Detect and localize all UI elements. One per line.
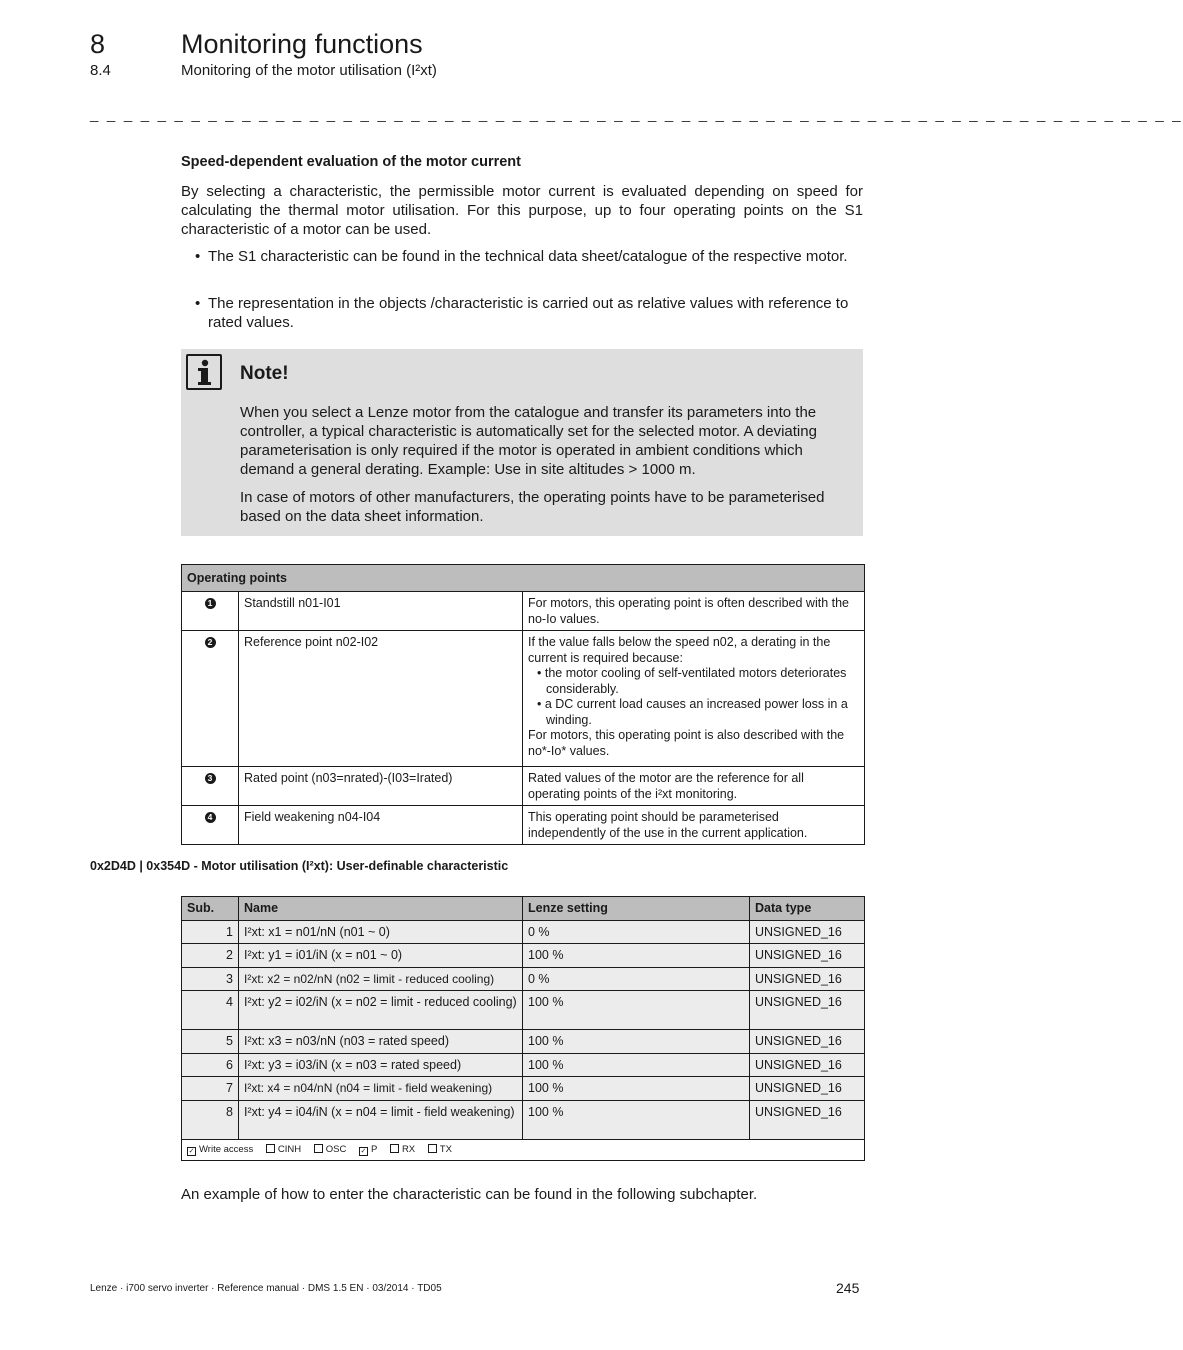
op-desc-bullet: • the motor cooling of self-ventilated motors deteriorates considerably.	[537, 666, 847, 696]
sub-index: 1	[182, 920, 239, 944]
checkbox-empty-icon	[428, 1144, 437, 1153]
column-header: Sub.	[182, 897, 239, 921]
bullet-item	[195, 247, 863, 266]
data-type: UNSIGNED_16	[750, 1077, 865, 1101]
checkbox-empty-icon	[390, 1144, 399, 1153]
section-title: Monitoring of the motor utilisation (I²xt)	[181, 62, 437, 79]
page-number: 245	[836, 1280, 860, 1296]
data-type: UNSIGNED_16	[750, 1053, 865, 1077]
note-paragraph: In case of motors of other manufacturers, the operating points have to be parameterised based on the data sheet information.	[240, 489, 825, 525]
info-icon	[186, 354, 222, 390]
data-type: UNSIGNED_16	[750, 920, 865, 944]
table-row	[182, 944, 865, 968]
header-separator: _ _ _ _ _ _ _ _ _ _ _ _ _ _ _ _ _ _ _ _ _ _ _ _ _ _ _ _ _ _ _ _ _ _ _ _ _ _ _ _ _ _ _ _ _ _ _ _ _ _ _ _ _ _ _ _ _ _ _ _ _ _ _ _ _	[90, 106, 1183, 123]
op-name: Reference point n02-I02	[239, 631, 523, 767]
bullet-item	[195, 294, 863, 332]
number-badge: 1	[205, 598, 216, 609]
table-caption: 0x2D4D | 0x354D - Motor utilisation (I²xt): User-definable characteristic	[90, 859, 509, 873]
op-desc: This operating point should be parameterised independently of the use in the current application.	[523, 806, 865, 845]
table-row	[182, 767, 865, 806]
number-badge: 4	[205, 812, 216, 823]
operating-points-table	[181, 564, 865, 845]
sub-index: 3	[182, 967, 239, 991]
sub-index: 4	[182, 991, 239, 1030]
table-row	[182, 806, 865, 845]
number-badge: 2	[205, 637, 216, 648]
note-box	[181, 349, 863, 536]
param-name: I²xt: x1 = n01/nN (n01 ~ 0)	[239, 920, 523, 944]
bullet-text: The S1 characteristic can be found in the technical data sheet/catalogue of the respective motor.	[208, 248, 848, 265]
number-badge: 3	[205, 773, 216, 784]
param-name: I²xt: y2 = i02/iN (x = n02 = limit - reduced cooling)	[239, 991, 523, 1030]
access-flag: ✓ P	[360, 1143, 378, 1155]
table-row	[182, 920, 865, 944]
chapter-number: 8	[90, 29, 106, 59]
access-flag: OSC	[314, 1144, 347, 1155]
op-desc: For motors, this operating point is often described with the no-Io values.	[523, 592, 865, 631]
data-type: UNSIGNED_16	[750, 991, 865, 1030]
section-number: 8.4	[90, 62, 111, 79]
access-flags	[182, 1139, 865, 1161]
table-row	[182, 1077, 865, 1101]
table-row	[182, 631, 865, 767]
lenze-setting: 0 %	[523, 967, 750, 991]
column-header: Name	[239, 897, 523, 921]
table-row	[182, 1053, 865, 1077]
param-name: I²xt: x3 = n03/nN (n03 = rated speed)	[239, 1030, 523, 1054]
lenze-setting: 100 %	[523, 1100, 750, 1139]
lenze-setting: 100 %	[523, 1030, 750, 1054]
sub-index: 2	[182, 944, 239, 968]
checkbox-empty-icon	[266, 1144, 275, 1153]
op-desc	[523, 631, 865, 767]
op-desc-outro: For motors, this operating point is also described with the no*-Io* values.	[528, 728, 845, 758]
access-flag: RX	[390, 1144, 415, 1155]
bullet-dot: •	[195, 295, 201, 312]
sub-index: 7	[182, 1077, 239, 1101]
footer-document-info: Lenze · i700 servo inverter · Reference manual · DMS 1.5 EN · 03/2014 · TD05	[90, 1283, 442, 1294]
op-desc: Rated values of the motor are the reference for all operating points of the i²xt monitoring.	[523, 767, 865, 806]
lenze-setting: 100 %	[523, 1053, 750, 1077]
op-name: Field weakening n04-I04	[239, 806, 523, 845]
chapter-title: Monitoring functions	[181, 29, 423, 59]
lenze-setting: 100 %	[523, 1077, 750, 1101]
sub-index: 6	[182, 1053, 239, 1077]
checkbox-checked-icon: ✓	[188, 1147, 195, 1155]
operating-points-header: Operating points	[182, 565, 865, 592]
column-header: Data type	[750, 897, 865, 921]
bullet-dot: •	[195, 248, 201, 265]
op-desc-intro: If the value falls below the speed n02, a derating in the current is required because:	[528, 635, 831, 665]
table-row	[182, 592, 865, 631]
closing-paragraph: An example of how to enter the characteristic can be found in the following subchapter.	[181, 1186, 758, 1203]
param-name: I²xt: x4 = n04/nN (n04 = limit - field weakening)	[239, 1077, 523, 1101]
data-type: UNSIGNED_16	[750, 967, 865, 991]
note-paragraph: When you select a Lenze motor from the catalogue and transfer its parameters into the controller, a typical characteristic is automatically set for the selected motor. A deviating parameterisation is only required if the motor is operated in ambient conditions which demand a general derating. Example: Use in site altitudes > 1000 m.	[240, 404, 817, 478]
access-flag: TX	[428, 1144, 452, 1155]
intro-paragraph: By selecting a characteristic, the permissible motor current is evaluated depending on speed for calculating the thermal motor utilisation. For this purpose, up to four operating points on the S1 characteristic of a motor can be used.	[181, 183, 863, 238]
op-desc-bullet: • a DC current load causes an increased power loss in a winding.	[537, 697, 848, 727]
sub-index: 5	[182, 1030, 239, 1054]
param-name: I²xt: y1 = i01/iN (x = n01 ~ 0)	[239, 944, 523, 968]
op-name: Rated point (n03=nrated)-(I03=Irated)	[239, 767, 523, 806]
op-name: Standstill n01-I01	[239, 592, 523, 631]
subheading: Speed-dependent evaluation of the motor current	[181, 154, 521, 170]
data-type: UNSIGNED_16	[750, 1030, 865, 1054]
lenze-setting: 0 %	[523, 920, 750, 944]
param-name: I²xt: y3 = i03/iN (x = n03 = rated speed)	[239, 1053, 523, 1077]
column-header: Lenze setting	[523, 897, 750, 921]
table-row	[182, 991, 865, 1030]
checkbox-empty-icon	[314, 1144, 323, 1153]
param-name: I²xt: x2 = n02/nN (n02 = limit - reduced cooling)	[239, 967, 523, 991]
lenze-setting: 100 %	[523, 991, 750, 1030]
data-type: UNSIGNED_16	[750, 1100, 865, 1139]
sub-index: 8	[182, 1100, 239, 1139]
table-row	[182, 1030, 865, 1054]
data-type: UNSIGNED_16	[750, 944, 865, 968]
note-title: Note!	[240, 363, 289, 384]
access-flag: CINH	[266, 1144, 301, 1155]
param-name: I²xt: y4 = i04/iN (x = n04 = limit - field weakening)	[239, 1100, 523, 1139]
table-row	[182, 967, 865, 991]
lenze-setting: 100 %	[523, 944, 750, 968]
parameter-table	[181, 896, 865, 1161]
table-row	[182, 1100, 865, 1139]
bullet-text: The representation in the objects /characteristic is carried out as relative values with reference to rated values.	[208, 295, 849, 331]
access-flag: ✓ Write access	[188, 1143, 254, 1155]
checkbox-checked-icon: ✓	[360, 1147, 367, 1155]
